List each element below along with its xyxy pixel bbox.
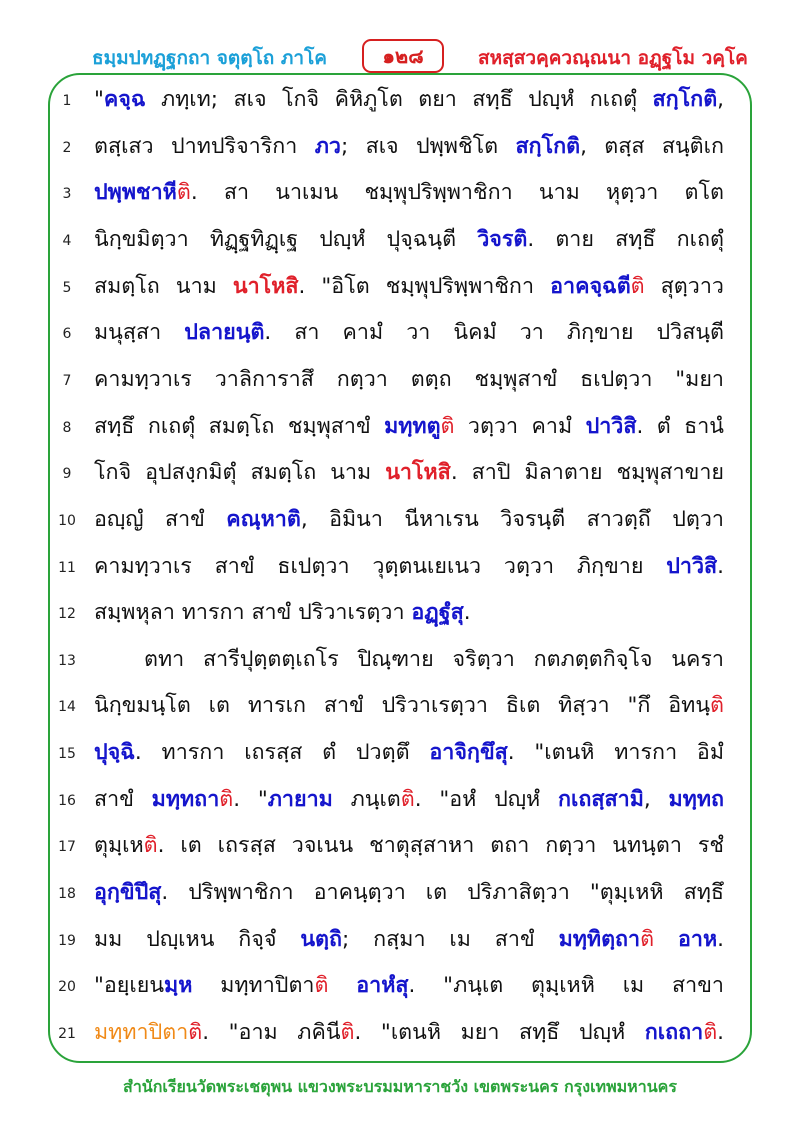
line-number: 16 (58, 792, 76, 809)
line-text (94, 873, 724, 913)
highlighted-word: มทฺทถา (151, 786, 220, 812)
highlighted-word: สกฺโกติ (515, 133, 581, 159)
line-number: 17 (58, 839, 76, 856)
line-text (94, 686, 724, 726)
line-text (144, 640, 724, 680)
line-text (94, 220, 724, 260)
text-segment: . สา คามํ วา นิคมํ วา ภิกฺขาย ปวิสนฺตี (264, 320, 724, 346)
highlighted-word: มทฺทถ (668, 786, 724, 812)
line-text (94, 500, 724, 540)
text-line (0, 1011, 800, 1057)
text-line (0, 964, 800, 1010)
line-text (94, 360, 724, 400)
text-line (0, 638, 800, 684)
highlighted-word: ติ (314, 973, 329, 999)
text-segment: , (717, 87, 724, 112)
text-segment: สมตฺโถ นาม (94, 273, 233, 299)
line-text (94, 173, 724, 213)
line-text (94, 267, 724, 307)
header-left-title: ธมฺมปทฏฺฐกถา จตุตฺโถ ภาโค (92, 47, 328, 69)
text-line (0, 265, 800, 311)
line-number: 5 (62, 279, 72, 296)
line-text (94, 547, 724, 587)
text-line (0, 171, 800, 217)
highlighted-word: ติ (188, 1020, 203, 1045)
text-segment: นิกฺขมนฺโต เต ทารเก สาขํ ปริวาเรตฺวา ธิเต ทิสฺวา "กึ อิทนฺ (94, 693, 711, 719)
text-segment: . ตาย สทฺธึ กเถตุํ (527, 226, 724, 252)
text-segment: . "เตนหิ ทารกา อิมํ (507, 740, 724, 766)
text-line (0, 358, 800, 404)
highlighted-word: ติ (703, 1020, 718, 1045)
text-segment: มทฺทาปิตา (192, 973, 315, 999)
line-text (94, 920, 724, 960)
line-number: 8 (62, 419, 72, 436)
text-segment: คามทฺวาเร วาลิการาสึ กตฺวา ตตฺถ ชมฺพุสาขํ ธเปตฺวา "มยา (94, 366, 724, 392)
highlighted-word: กเถสฺสามิ (558, 786, 644, 812)
line-number: 14 (58, 699, 76, 716)
line-text (94, 453, 724, 493)
line-text (94, 407, 724, 447)
header-right-title: สหสฺสวคฺควณฺณนา อฏฺฐโม วคฺโค (478, 47, 748, 69)
line-text (94, 780, 724, 820)
text-segment: . ปริพฺพาชิกา อาคนฺตฺวา เต ปริภาสิตฺวา "ตุมฺเหหิ สทฺธึ (161, 880, 724, 906)
line-text (94, 593, 724, 633)
text-line (0, 918, 800, 964)
highlighted-word: ติ (710, 693, 724, 719)
text-segment (328, 973, 356, 998)
text-segment: อญฺญํ สาขํ (94, 506, 227, 532)
text-segment: " (94, 87, 104, 112)
highlighted-word: นตฺถิ (300, 926, 343, 952)
text-segment: . (717, 553, 724, 579)
line-number: 20 (58, 979, 76, 996)
line-number: 10 (58, 512, 76, 529)
highlighted-word: มทฺทิตฺถา (558, 926, 641, 952)
text-segment: มม ปญฺเหน กิจฺจํ (94, 926, 301, 952)
highlighted-word: อาจิกฺขึสุ (429, 740, 508, 766)
highlighted-word: อาหํสุ (356, 973, 409, 999)
highlighted-word: ติ (143, 833, 158, 859)
line-text (94, 313, 724, 353)
text-segment: . (717, 926, 724, 952)
line-number: 4 (62, 232, 72, 249)
line-number: 3 (62, 186, 72, 203)
text-segment: . (717, 1020, 724, 1045)
highlighted-word: ปุจฺฉิ (94, 740, 135, 766)
text-line (0, 591, 800, 637)
text-segment: , ตสฺส สนฺติเก (580, 133, 724, 159)
text-segment: . "เตนหิ มยา สทฺธึ ปญฺหํ (354, 1020, 645, 1045)
highlighted-word: อาห (677, 926, 718, 952)
text-segment: สมฺพหุลา ทารกา สาขํ ปริวาเรตฺวา (94, 600, 412, 626)
text-segment: มนุสฺสา (94, 320, 185, 346)
text-segment (654, 927, 678, 952)
text-segment: . สาปิ มิลาตาย ชมฺพุสาขาย (450, 460, 724, 486)
line-number: 11 (58, 559, 76, 576)
highlighted-word: มทฺทาปิตา (94, 1020, 189, 1045)
text-segment: . "ภนฺเต ตุมฺเหหิ เม สาขา (408, 973, 724, 999)
text-line (0, 731, 800, 777)
line-text (94, 1013, 724, 1053)
line-number: 18 (58, 886, 76, 903)
highlighted-word: กเถถา (644, 1020, 704, 1045)
highlighted-word: ปาวิสิ (585, 413, 637, 439)
text-segment: ; กสฺมา เม สาขํ (342, 926, 559, 952)
text-line (0, 545, 800, 591)
text-line (0, 125, 800, 171)
line-text (94, 127, 724, 167)
text-segment: . "อหํ ปญฺหํ (414, 786, 558, 812)
text-line (0, 311, 800, 357)
highlighted-word: ปพฺพชาหี (94, 180, 177, 206)
text-segment: . "อิโต ชมฺพุปริพฺพาชิกา (298, 273, 551, 299)
highlighted-word: อฏฺฐํสุ (411, 600, 464, 626)
text-line (0, 451, 800, 497)
highlighted-word: คจฺฉ (103, 87, 146, 112)
highlighted-word: ติ (440, 413, 455, 439)
highlighted-word: ภว (314, 133, 341, 159)
highlighted-word: ภายาม (267, 786, 333, 812)
highlighted-word: มฺห (164, 973, 193, 999)
line-text (94, 733, 724, 773)
text-segment: . ตํ ธานํ (636, 413, 724, 439)
line-number: 9 (62, 466, 72, 483)
page-number: ๑๒๘ (362, 39, 444, 73)
highlighted-word: สกฺโกติ (652, 87, 718, 112)
line-number: 19 (58, 932, 76, 949)
highlighted-word: ติ (219, 786, 234, 812)
text-line (0, 218, 800, 264)
highlighted-word: อุกฺขิปึสุ (94, 880, 162, 906)
text-segment: . สา นาเมน ชมฺพุปริพฺพาชิกา นาม หุตฺวา ตโต (190, 180, 724, 206)
line-number: 13 (58, 652, 76, 669)
text-segment: ภทฺเท; สเจ โกจิ คิหิภูโต ตยา สทฺธึ ปญฺหํ กเถตุํ (145, 87, 653, 112)
text-segment: . ทารกา เถรสฺส ตํ ปวตฺตึ (134, 740, 430, 766)
text-segment: นิกฺขมิตฺวา ทิฏฺฐทิฏฺเฐ ปญฺหํ ปุจฺฉนฺตี (94, 226, 478, 252)
text-segment: . " (233, 786, 268, 812)
line-text (94, 80, 724, 120)
text-segment: ภนฺเต (332, 786, 401, 812)
line-text (94, 826, 724, 866)
line-number: 6 (62, 326, 72, 343)
text-line (0, 778, 800, 824)
text-segment: วตฺวา คามํ (454, 413, 586, 439)
text-line (0, 405, 800, 451)
highlighted-word: ปลายนฺติ (184, 320, 265, 346)
highlighted-word: นาโหสิ (232, 273, 299, 299)
text-segment: . (463, 600, 471, 626)
line-text (94, 966, 724, 1006)
text-segment: , (643, 786, 669, 812)
line-number: 21 (58, 1026, 76, 1042)
text-segment: . เต เถรสฺส วจเนน ชาตุสฺสาหา ตถา กตฺวา นทนฺตา รชํ (157, 833, 724, 859)
text-segment: ; สเจ ปพฺพชิโต (340, 133, 516, 159)
text-line (0, 871, 800, 917)
highlighted-word: ติ (176, 180, 191, 206)
text-segment: . "อาม ภคินี (202, 1020, 341, 1045)
text-segment: โกจิ อุปสงฺกมิตุํ สมตฺโถ นาม (94, 460, 386, 486)
footer: สำนักเรียนวัดพระเชตุพน แขวงพระบรมมหาราชวัง เขตพระนคร กรุงเทพมหานคร (123, 1077, 677, 1096)
text-line (0, 498, 800, 544)
highlighted-word: ติ (630, 273, 645, 299)
line-number: 2 (62, 139, 72, 156)
line-number: 1 (62, 93, 72, 109)
highlighted-word: วิจรติ (477, 226, 528, 252)
highlighted-word: อาคจฺฉตี (550, 273, 631, 299)
text-line (0, 684, 800, 730)
text-segment: "อยฺเยน (94, 973, 165, 999)
highlighted-word: ติ (400, 786, 415, 812)
text-line (0, 78, 800, 124)
text-segment: ตทา สารีปุตฺตตฺเถโร ปิณฺฑาย จริตฺวา กตภตฺตกิจฺโจ นครา (144, 646, 724, 672)
text-segment: คามทฺวาเร สาขํ ธเปตฺวา วุตฺตนเยเนว วตฺวา ภิกฺขาย (94, 553, 667, 579)
text-segment: สุตฺวาว (644, 273, 724, 299)
highlighted-word: ติ (340, 1020, 355, 1045)
line-number: 12 (58, 606, 76, 623)
highlighted-word: ติ (640, 926, 655, 952)
text-segment: , อิมินา นีหาเรน วิจรนฺตี สาวตฺถึ ปตฺวา (300, 506, 724, 532)
highlighted-word: มทฺทตู (384, 413, 441, 439)
text-segment: สทฺธึ กเถตุํ สมตฺโถ ชมฺพุสาขํ (94, 413, 385, 439)
highlighted-word: นาโหสิ (385, 460, 451, 486)
line-number: 15 (58, 746, 76, 763)
highlighted-word: ปาวิสิ (666, 553, 718, 579)
text-line (0, 824, 800, 870)
highlighted-word: คณฺหาติ (226, 506, 301, 532)
text-segment: สาขํ (94, 786, 152, 812)
text-segment: ตสฺเสว ปาทปริจาริกา (94, 133, 315, 159)
text-segment: ตุมฺเห (94, 833, 144, 859)
line-number: 7 (62, 372, 72, 389)
